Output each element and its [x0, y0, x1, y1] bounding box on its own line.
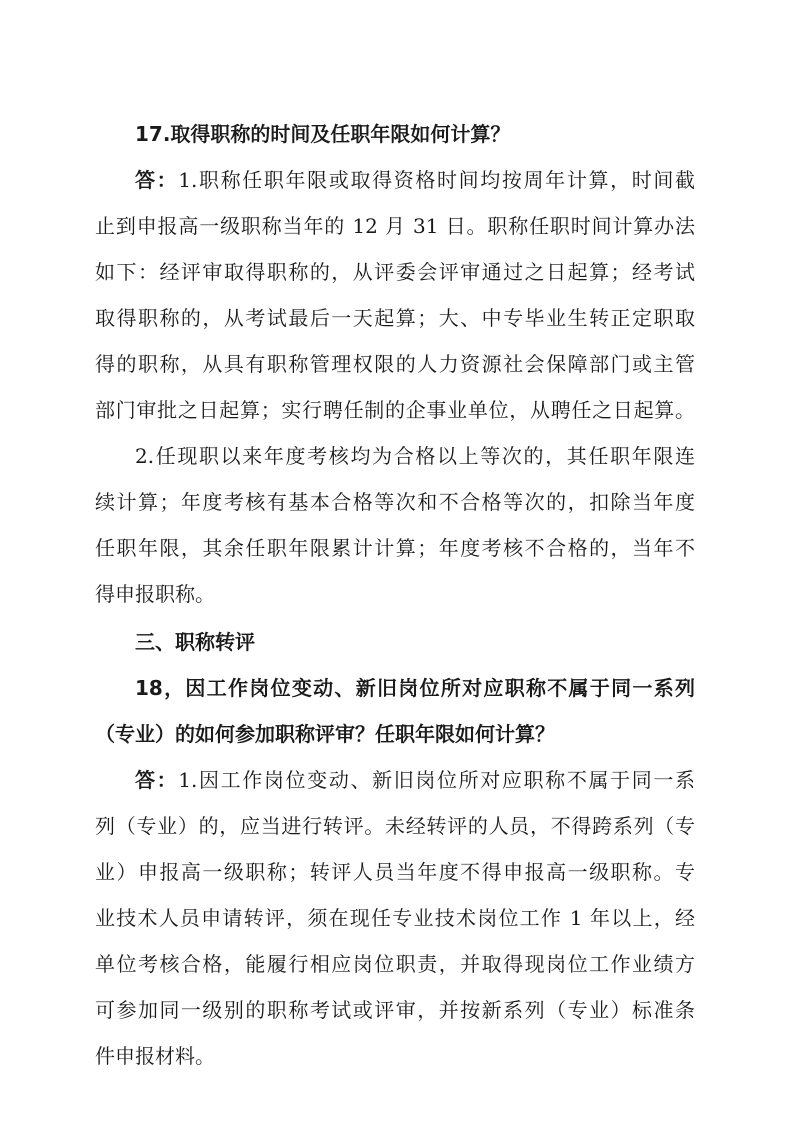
- q18-p1-line-3: 业）申报高一级职称；转评人员当年度不得申报高一级职称。专: [95, 860, 695, 884]
- q17-p1-line-5: 得的职称，从具有职称管理权限的人力资源社会保障部门或主管: [95, 352, 695, 376]
- q17-p1-line-2: 止到申报高一级职称当年的 12 月 31 日。职称任职时间计算办法: [95, 214, 695, 238]
- q18-p1-line-5: 单位考核合格，能履行相应岗位职责，并取得现岗位工作业绩方: [95, 952, 695, 976]
- q17-p1-line-6: 部门审批之日起算；实行聘任制的企事业单位，从聘任之日起算。: [95, 398, 695, 422]
- q18-p1-text-1: 1.因工作岗位变动、新旧岗位所对应职称不属于同一系: [178, 768, 695, 792]
- q17-p1-line-1: [135, 166, 695, 194]
- q18-p1-line-6: 可参加同一级别的职称考试或评审，并按新系列（专业）标准条: [95, 998, 695, 1022]
- q18-p1-line-7: 件申报材料。: [95, 1044, 215, 1068]
- q18-title-line-1: 18，因工作岗位变动、新旧岗位所对应职称不属于同一系列: [135, 676, 695, 700]
- q17-answer-label: 答：: [135, 168, 179, 192]
- q18-p1-line-2: 列（专业）的，应当进行转评。未经转评的人员，不得跨系列（专: [95, 814, 695, 838]
- section-3-title: 三、职称转评: [135, 630, 255, 654]
- q17-p1-text-1: 1.职称任职年限或取得资格时间均按周年计算，时间截: [178, 168, 695, 192]
- q17-p2-line-4: 得申报职称。: [95, 582, 215, 606]
- q18-title-line-2: （专业）的如何参加职称评审？任职年限如何计算？: [95, 722, 555, 746]
- q17-p2-line-3: 任职年限，其余任职年限累计计算；年度考核不合格的，当年不: [95, 536, 695, 560]
- q17-p1-line-4: 取得职称的，从考试最后一天起算；大、中专毕业生转正定职取: [95, 306, 695, 330]
- q17-title: 17.取得职称的时间及任职年限如何计算？: [135, 122, 511, 146]
- q17-p2-line-1: 2.任现职以来年度考核均为合格以上等次的，其任职年限连: [135, 444, 695, 468]
- q18-p1-line-1: [135, 766, 695, 794]
- q18-p1-line-4: 业技术人员申请转评，须在现任专业技术岗位工作 1 年以上，经: [95, 906, 695, 930]
- q18-answer-label: 答：: [135, 768, 179, 792]
- q17-p1-line-3: 如下：经评审取得职称的，从评委会评审通过之日起算；经考试: [95, 260, 695, 284]
- q17-p2-line-2: 续计算；年度考核有基本合格等次和不合格等次的，扣除当年度: [95, 490, 695, 514]
